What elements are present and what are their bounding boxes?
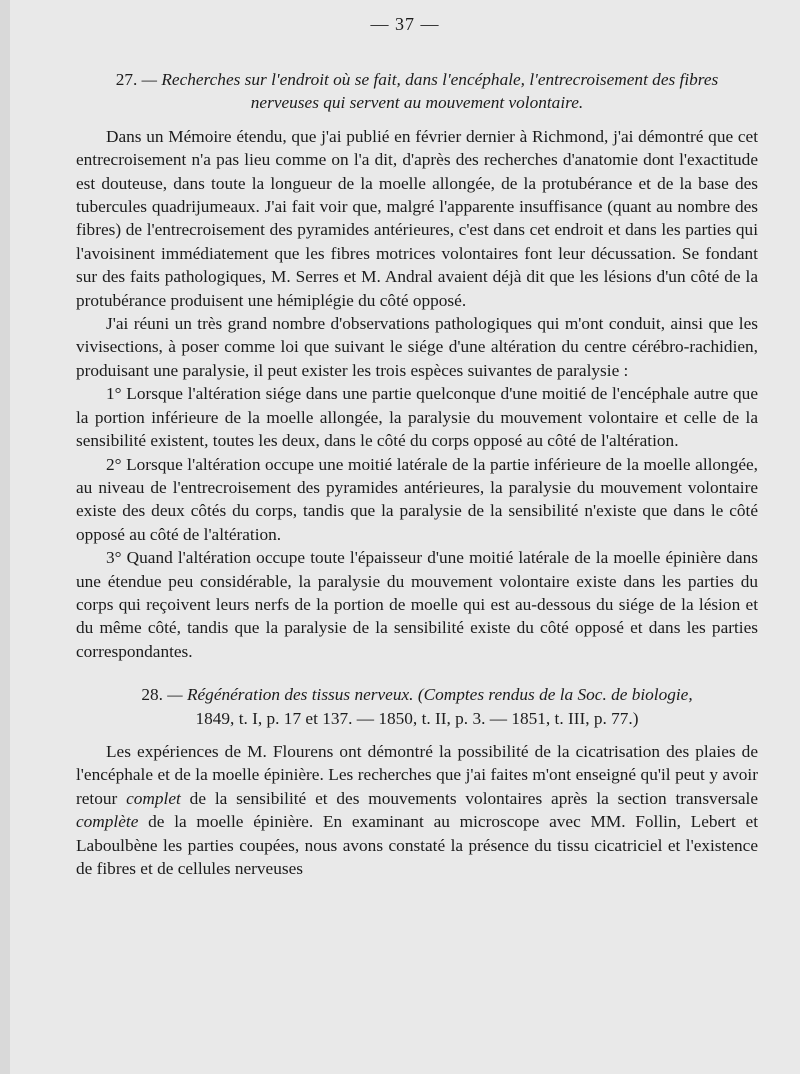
body-text [76, 68, 758, 880]
section-27-paragraph-2: J'ai réuni un très grand nombre d'observations pathologiques qui m'ont conduit, ainsi que les vivisections, à poser comme loi que suivant le siége d'une altération du centre cérébro-rachidien, produisant une paralysie, il peut exister les trois espèces suivantes de paralysie : [76, 314, 758, 380]
section-27-title-line1: 27. — Recherches sur l'endroit où se fait, dans l'encéphale, l'entrecroisement des fibres [115, 70, 719, 89]
section-28-title [76, 683, 758, 730]
section-28-title-line1: 28. — Régénération des tissus nerveux. (Comptes rendus de la Soc. de biologie, [141, 685, 693, 705]
section-28-number: 28. [141, 685, 163, 705]
section-gap [76, 663, 758, 683]
section-28-paragraph: Les expériences de M. Flourens ont démontré la possibilité de la cicatrisation des plaies de l'encéphale et de la moelle épinière. Les recherches que j'ai faites m'ont enseigné qu'il peut y avoir retour complet de la sensibilité et des mouvements volontaires après la section transversale complète de la moelle épinière. En examinant au microscope avec MM. Follin, Lebert et Laboulbène les parties coupées, nous avons constaté la présence du tissu cicatriciel et l'existence de fibres et de cellules nerveuses [76, 741, 758, 878]
section-27-number: 27. [115, 70, 138, 89]
document-page [10, 0, 800, 1074]
section-27-paragraph-4: 2° Lorsque l'altération occupe une moitié latérale de la partie inférieure de la moelle allongée, au niveau de l'entrecroisement des pyramides antérieures, la paralysie du mouvement volontaire existe des deux côtés du corps, tandis que la paralysie de la sensibilité n'existe que dans le côté opposé au côté de l'altération. [76, 454, 758, 544]
section-27-paragraph-1: Dans un Mémoire étendu, que j'ai publié en février dernier à Richmond, j'ai démontré que cet entrecroisement n'a pas lieu comme on l'a dit, d'après des recherches d'anatomie dont l'exactitude est douteuse, dans toute la longueur de la moelle allongée, de la protubérance et de la base des tubercules quadrijumeaux. J'ai fait voir que, malgré l'apparente insuffisance (quant au nombre des fibres) de l'entrecroisement des pyramides antérieures, c'est dans cet endroit et dans les parties qui l'avoisinent immédiatement que les fibres motrices volontaires font leur décussation. Se fondant sur des faits pathologiques, M. Serres et M. Andral avaient déjà dit que les lésions d'un côté de la protubérance produisent une hémiplégie du côté opposé. [76, 126, 758, 310]
page-number: — 37 — [370, 14, 440, 34]
section-27-title [76, 68, 758, 115]
section-27-title-line2: nerveuses qui servent au mouvement volontaire. [250, 93, 584, 113]
section-27-paragraph-5: 3° Quand l'altération occupe toute l'épaisseur d'une moitié latérale de la moelle épinière dans une étendue peu considérable, la paralysie du mouvement volontaire existe dans les parties du corps qui reçoivent leurs nerfs de la portion de moelle qui est au-dessous du siége de la lésion et du même côté, tandis que la paralysie de la sensibilité existe du côté opposé et dans les parties correspondantes. [76, 548, 758, 661]
section-28-title-line2: 1849, t. I, p. 17 et 137. — 1850, t. II, p. 3. — 1851, t. III, p. 77.) [195, 708, 639, 728]
section-27-paragraph-3: 1° Lorsque l'altération siége dans une partie quelconque d'une moitié de l'encéphale autre que la portion inférieure de la moelle allongée, la paralysie du mouvement volontaire et celle de la sensibilité existent, toutes les deux, dans le côté du corps opposé au côté de l'altération. [76, 384, 758, 451]
